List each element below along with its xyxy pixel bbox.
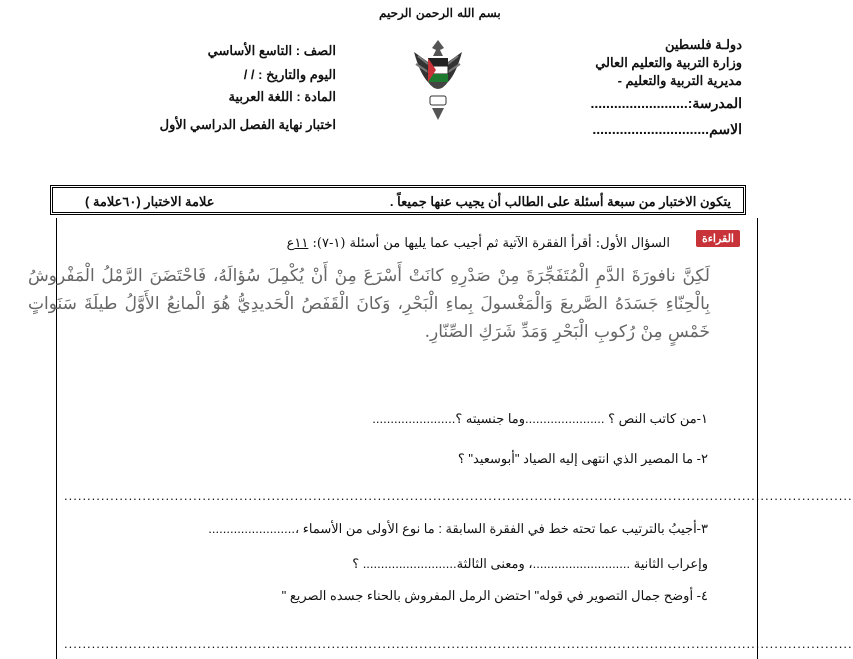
header-exam-info-block xyxy=(76,42,336,134)
header-date: اليوم والتاريخ : / / xyxy=(243,67,336,82)
section-tag: القراءة xyxy=(696,230,740,247)
question-item-4: ٤- أوضح جمال التصوير في قوله" احتضن الرمل المفروش بالحناء جسده الصريع " xyxy=(281,588,708,603)
total-mark: علامة الاختبار (٦٠علامة ) xyxy=(85,194,215,209)
instruction-box xyxy=(50,185,746,215)
question-1-mark: ١١ع xyxy=(286,236,309,251)
question-item-2: ٢- ما المصير الذي انتهى إليه الصياد "أبوسعيد" ؟ xyxy=(457,451,708,466)
answer-line-2[interactable]: ........................................................................................................................................................................... xyxy=(64,488,853,503)
header-directorate: مديرية التربية والتعليم - xyxy=(617,73,742,88)
header-ministry-block xyxy=(482,36,742,138)
header-subject: المادة : اللغة العربية xyxy=(228,89,336,104)
question-item-3: ٣-أجيبُ بالترتيب عما تحته خط في الفقرة السابقة : ما نوع الأولى من الأسماء ،........................ xyxy=(208,521,708,536)
header-name-field: الاسم.............................. xyxy=(592,121,742,137)
header-state: دولـة فلسطين xyxy=(664,37,742,52)
header-grade: الصف : التاسع الأساسي xyxy=(207,43,336,58)
question-item-3b: وإعراب الثانية ...........................، ومعنى الثالثة.......................... ؟ xyxy=(352,556,708,571)
question-1-prompt xyxy=(287,236,670,251)
header-exam-title: اختبار نهاية الفصل الدراسي الأول xyxy=(159,117,336,132)
instruction-text: يتكون الاختبار من سبعة أسئلة على الطالب أن يجيب عنها جميعاً . xyxy=(389,194,731,209)
exam-sheet xyxy=(28,4,853,655)
answer-line-4[interactable]: ........................................................................................................................................................................... xyxy=(64,636,853,651)
question-item-1: ١-من كاتب النص ؟ ......................وما جنسيته ؟....................... xyxy=(372,411,708,426)
header-school-field: المدرسة:......................... xyxy=(590,95,742,111)
reading-passage: لَكِنَّ نافورَةَ الدَّمِ الْمُتَفَجِّرَةَ مِنْ صَدْرِهِ كانَتْ أَسْرَعَ مِنْ أَنْ يُكْمِلَ سُؤالَهُ، فَاحْتَضَنَ الرَّمْلُ الْمَفْروشُ بِالْحِنّاءِ جَسَدَهُ الصَّريعَ وَالْمَغْسولَ بِماءِ الْبَحْرِ، وَكانَ الْقَفَصُ الْحَديدِيُّ هُوَ الْمانِعُ الأَوَّلُ طيلَةَ سَنَواتٍ خَمْسٍ مِنْ رُكوبِ الْبَحْرِ وَمَدِّ شَرَكِ الصِّنّارِ. xyxy=(28,266,710,342)
question-1-text: السؤال الأول: أقرأ الفقرة الآتية ثم أجيب عما يليها من أسئلة (١-٧): xyxy=(312,236,670,251)
palestine-eagle-emblem-icon xyxy=(410,34,466,124)
basmala: بسم الله الرحمن الرحيم xyxy=(379,6,501,20)
header-ministry: وزارة التربية والتعليم العالي xyxy=(595,55,742,70)
